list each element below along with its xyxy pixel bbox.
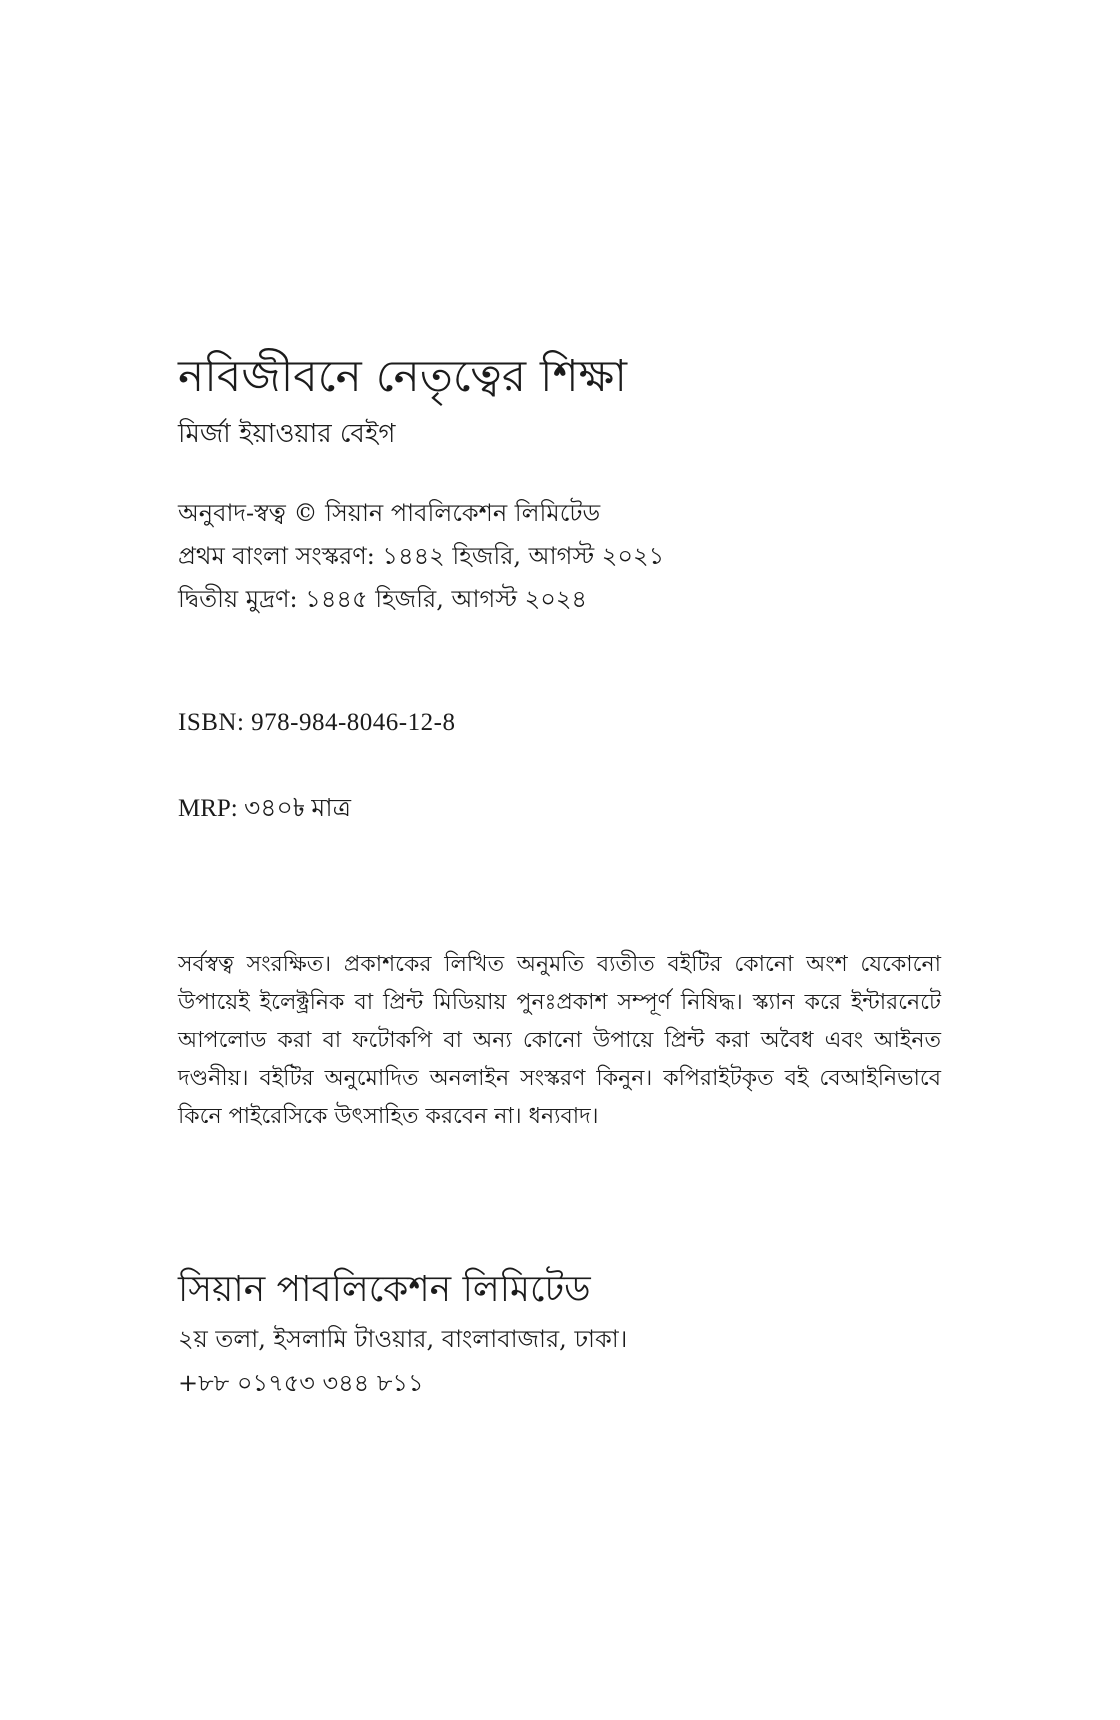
page-text-column — [178, 0, 941, 1405]
book-author: মির্জা ইয়াওয়ার বেইগ — [178, 419, 396, 449]
publisher-name: সিয়ান পাবলিকেশন লিমিটেড — [178, 1269, 591, 1310]
publisher-phone: +৮৮ ০১৭৫৩ ৩৪৪ ৮১১ — [178, 1369, 424, 1397]
price: MRP: ৩৪০৳ মাত্র — [178, 795, 351, 822]
publisher-address: ২য় তলা, ইসলামি টাওয়ার, বাংলাবাজার, ঢাকা। — [178, 1325, 628, 1353]
rights-block — [178, 492, 941, 621]
publisher-info — [178, 1317, 941, 1405]
first-edition: প্রথম বাংলা সংস্করণ: ১৪৪২ হিজরি, আগস্ট ২০২১ — [178, 542, 665, 570]
notice-line: দণ্ডনীয়। বইটির অনুমোদিত অনলাইন সংস্করণ কিনুন। কপিরাইটকৃত বই বেআইনিভাবে — [178, 1066, 941, 1091]
notice-line: উপায়েই ইলেক্ট্রনিক বা প্রিন্ট মিডিয়ায় পুনঃপ্রকাশ সম্পূর্ণ নিষিদ্ধ। স্ক্যান করে ইন্টারনেটে — [178, 990, 941, 1015]
second-printing: দ্বিতীয় মুদ্রণ: ১৪৪৫ হিজরি, আগস্ট ২০২৪ — [178, 585, 587, 613]
notice-line: কিনে পাইরেসিকে উৎসাহিত করবেন না। ধন্যবাদ। — [178, 1104, 599, 1129]
notice-line: আপলোড করা বা ফটোকপি বা অন্য কোনো উপায়ে প্রিন্ট করা অবৈধ এবং আইনত — [178, 1028, 941, 1053]
notice-line: সর্বস্বত্ব সংরক্ষিত। প্রকাশকের লিখিত অনুমতি ব্যতীত বইটির কোনো অংশ যেকোনো — [178, 952, 941, 977]
copyright-notice — [178, 946, 941, 1136]
isbn: ISBN: 978-984-8046-12-8 — [178, 709, 456, 736]
translation-rights: অনুবাদ-স্বত্ব © সিয়ান পাবলিকেশন লিমিটেড — [178, 499, 601, 527]
book-title: নবিজীবনে নেতৃত্বের শিক্ষা — [178, 351, 628, 402]
